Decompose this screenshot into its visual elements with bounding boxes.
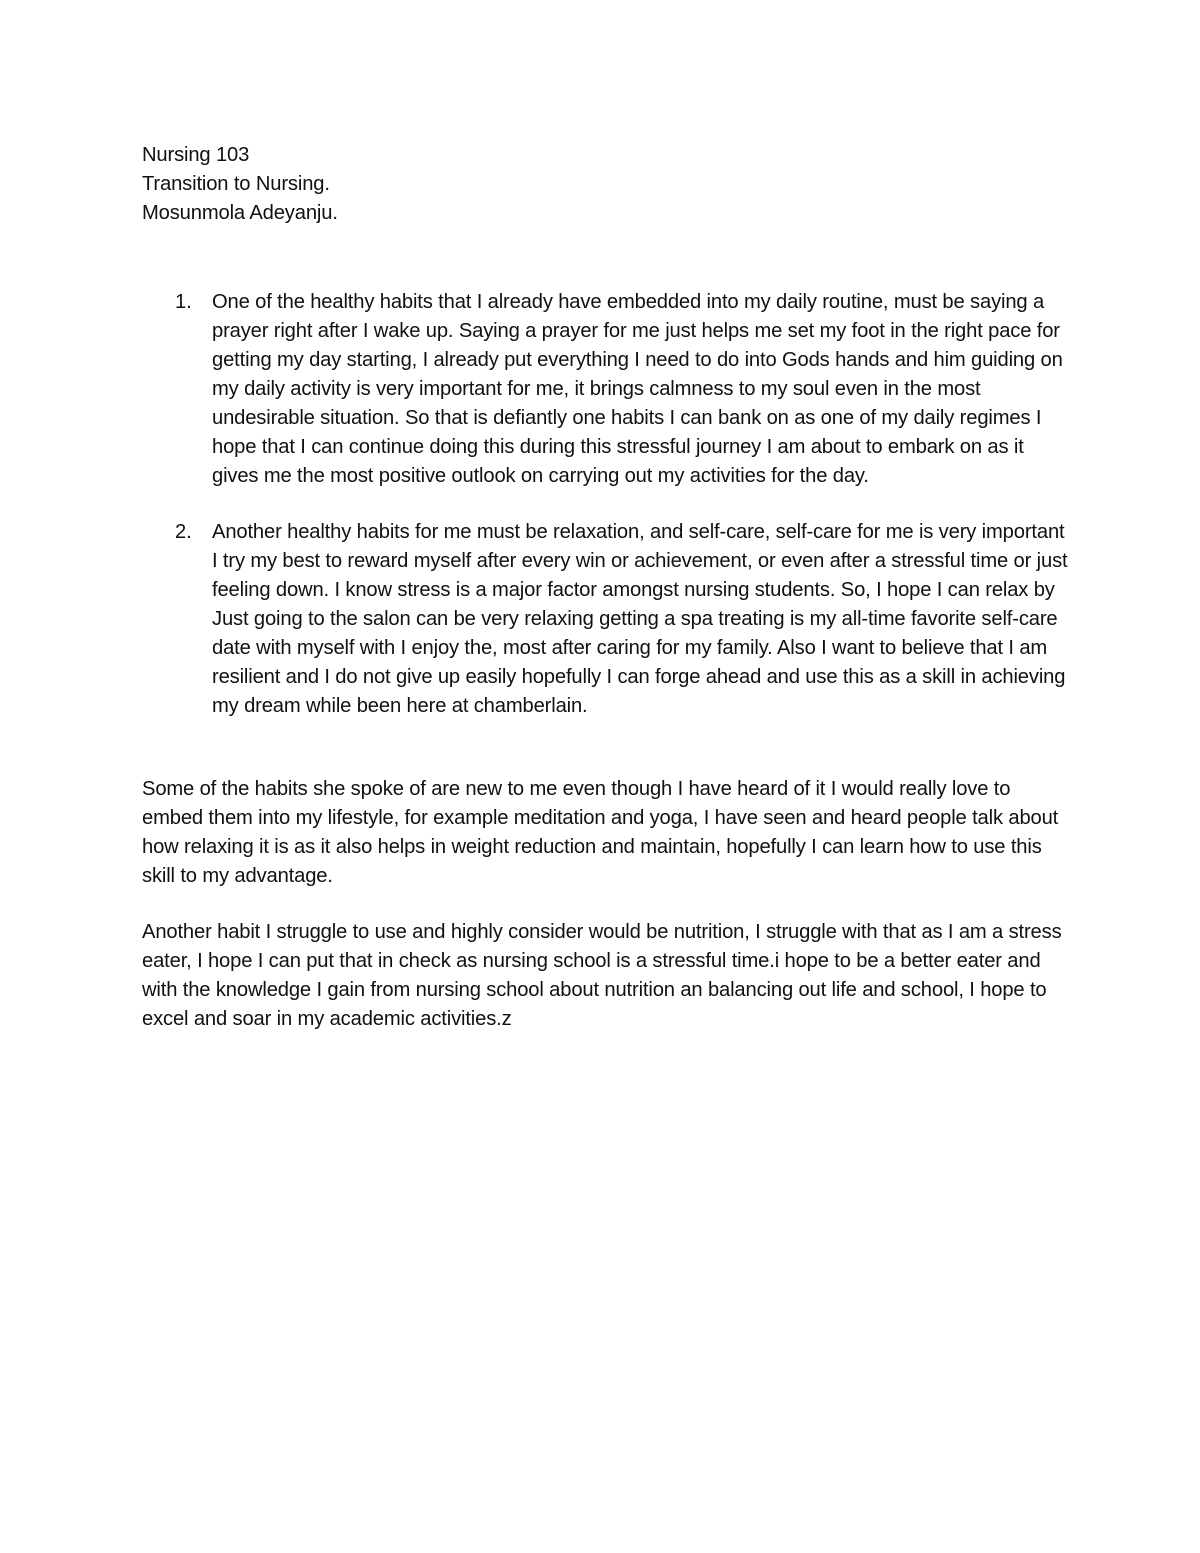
list-item: [175, 518, 1072, 721]
author-name: Mosunmola Adeyanju.: [142, 202, 338, 224]
subject-title: Transition to Nursing.: [142, 173, 330, 195]
list-item-number: 1.: [175, 291, 192, 313]
document-body: [142, 141, 1072, 1034]
list-item-text: One of the healthy habits that I already have embedded into my daily routine, must be saying a prayer right after I wake up. Saying a prayer for me just helps me set my foot in the right pace for getting my day starting, I already put everything I need to do into Gods hands and him guiding on my daily activity is very important for me, it brings calmness to my soul even in the most undesirable situation. So that is defiantly one habits I can bank on as one of my daily regimes I hope that I can continue doing this during this stressful journey I am about to embark on as it gives me the most positive outlook on carrying out my activities for the day.: [212, 291, 1063, 487]
course-title: Nursing 103: [142, 144, 250, 166]
document-header: [142, 141, 1072, 228]
paragraph-nutrition: Another habit I struggle to use and highly consider would be nutrition, I struggle with that as I am a stress eater, I hope I can put that in check as nursing school is a stressful time.i hope to be a better eater and with the knowledge I gain from nursing school about nutrition an balancing out life and school, I hope to excel and soar in my academic activities.z: [142, 921, 1062, 1030]
paragraph-new-habits: Some of the habits she spoke of are new to me even though I have heard of it I would really love to embed them into my lifestyle, for example meditation and yoga, I have seen and heard people talk about how relaxing it is as it also helps in weight reduction and maintain, hopefully I can learn how to use this skill to my advantage.: [142, 778, 1059, 887]
habits-list: [175, 288, 1072, 721]
list-item: [175, 288, 1072, 491]
list-item-number: 2.: [175, 521, 192, 543]
list-item-text: Another healthy habits for me must be relaxation, and self-care, self-care for me is very important I try my best to reward myself after every win or achievement, or even after a stressful time or just feeling down. I know stress is a major factor amongst nursing students. So, I hope I can relax by Just going to the salon can be very relaxing getting a spa treating is my all-time favorite self-care date with myself with I enjoy the, most after caring for my family. Also I want to believe that I am resilient and I do not give up easily hopefully I can forge ahead and use this as a skill in achieving my dream while been here at chamberlain.: [212, 521, 1068, 717]
